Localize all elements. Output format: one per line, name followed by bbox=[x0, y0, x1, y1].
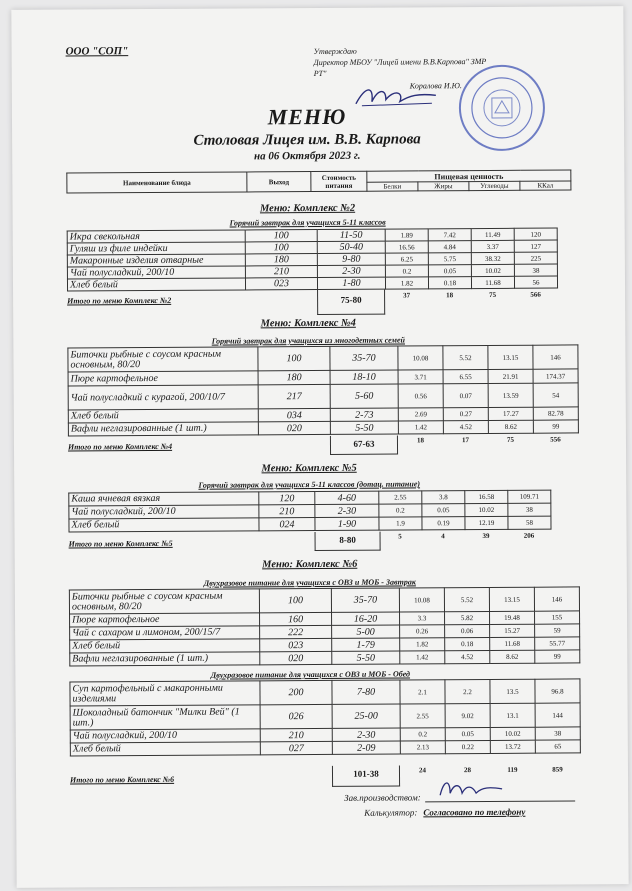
dish-protein: 10.08 bbox=[399, 588, 444, 612]
dish-name: Хлеб белый bbox=[67, 278, 245, 291]
dish-cost: 35-70 bbox=[331, 588, 399, 612]
header-output: Выход bbox=[247, 172, 311, 192]
dish-cost: 1-80 bbox=[317, 277, 385, 289]
dish-name: Суп картофельный с макаронными изделиями bbox=[70, 681, 260, 706]
dish-cost: 5-60 bbox=[330, 384, 398, 408]
dish-protein: 10.08 bbox=[398, 346, 443, 370]
dish-carbs: 13.15 bbox=[489, 587, 534, 611]
dish-fat: 2.2 bbox=[445, 679, 490, 703]
dish-protein: 3.71 bbox=[398, 370, 443, 384]
dish-protein: 1.82 bbox=[385, 277, 428, 289]
dish-carbs: 13.15 bbox=[488, 345, 533, 369]
production-head-label: Зав.производством: bbox=[344, 792, 421, 803]
menu-row bbox=[68, 420, 578, 436]
dish-cost: 18-10 bbox=[330, 370, 398, 384]
dish-cost: 16-20 bbox=[332, 612, 400, 625]
dish-output: 034 bbox=[258, 408, 330, 421]
menu-row bbox=[69, 587, 579, 614]
dish-carbs: 15.27 bbox=[490, 624, 535, 637]
complex-5-total-carbs: 39 bbox=[482, 531, 490, 541]
dish-output: 100 bbox=[245, 242, 317, 254]
column-header bbox=[66, 169, 571, 193]
approval-line-2: Директор МБОУ "Лицей имени В.В.Карпова" ЗМР bbox=[313, 56, 487, 68]
dish-protein: 2.13 bbox=[400, 741, 445, 754]
page-subtitle: Столовая Лицея им. В.В. Карпова bbox=[193, 131, 421, 149]
dish-output: 020 bbox=[258, 421, 330, 434]
dish-kcal: 65 bbox=[535, 740, 580, 753]
dish-kcal: 38 bbox=[514, 264, 557, 276]
complex-6-breakfast-table bbox=[69, 586, 580, 666]
dish-fat: 0.05 bbox=[445, 727, 490, 740]
production-head-signature bbox=[436, 777, 506, 803]
dish-cost: 2-09 bbox=[332, 741, 400, 754]
dish-fat: 6.55 bbox=[443, 369, 488, 383]
dish-fat: 4.52 bbox=[443, 420, 488, 433]
complex-5-total-label: Итого по меню Комплекс №5 bbox=[68, 538, 173, 549]
header-carbs: Углеводы bbox=[469, 181, 520, 190]
complex-4-total-protein: 18 bbox=[416, 436, 424, 445]
complex-5-total-cost: 8-80 bbox=[315, 532, 381, 551]
dish-kcal: 96.8 bbox=[535, 679, 580, 703]
dish-name: Хлеб белый bbox=[70, 742, 260, 756]
dish-cost: 11-50 bbox=[317, 229, 385, 241]
header-nutrition: Пищевая ценность bbox=[367, 170, 571, 182]
menu-sheet bbox=[11, 6, 628, 888]
complex-2-total-carbs: 75 bbox=[489, 290, 497, 299]
complex-4-section: Горячий завтрак для учащихся из многодетных семей bbox=[211, 335, 406, 346]
dish-kcal: 127 bbox=[514, 240, 557, 252]
dish-name: Чай полусладкий с курагой, 200/10/7 bbox=[68, 385, 258, 410]
dish-output: 024 bbox=[259, 518, 315, 531]
dish-kcal: 225 bbox=[514, 252, 557, 264]
dish-carbs: 10.02 bbox=[471, 264, 514, 276]
dish-protein: 1.89 bbox=[385, 229, 428, 241]
approval-line-3: РТ" bbox=[313, 68, 327, 79]
dish-carbs: 11.49 bbox=[471, 228, 514, 240]
dish-carbs: 8.62 bbox=[490, 650, 535, 663]
dish-output: 160 bbox=[260, 612, 332, 625]
dish-name: Биточки рыбные с соусом красным основным, 80/20 bbox=[68, 347, 258, 372]
dish-carbs: 17.27 bbox=[488, 407, 533, 420]
dish-carbs: 13.72 bbox=[490, 740, 535, 753]
dish-fat: 5.82 bbox=[445, 611, 490, 624]
dish-protein: 1.42 bbox=[400, 651, 445, 664]
menu-row bbox=[67, 276, 557, 291]
dish-kcal: 144 bbox=[535, 703, 580, 727]
header-name: Наименование блюда bbox=[67, 172, 247, 193]
dish-fat: 3.8 bbox=[422, 491, 465, 504]
dish-name: Чай полусладкий, 200/10 bbox=[67, 266, 245, 279]
complex-5-total-kcal: 206 bbox=[523, 531, 535, 540]
complex-4-total-carbs: 75 bbox=[506, 435, 514, 444]
dish-protein: 16.56 bbox=[385, 241, 428, 253]
dish-protein: 0.26 bbox=[400, 625, 445, 638]
dish-output: 210 bbox=[245, 266, 317, 278]
complex-5-title: Меню: Комплекс №5 bbox=[261, 462, 357, 475]
dish-kcal: 38 bbox=[535, 727, 580, 740]
dish-kcal: 59 bbox=[535, 624, 580, 637]
header-cost: Стоимость питания bbox=[311, 171, 367, 191]
dish-carbs: 19.48 bbox=[490, 611, 535, 624]
complex-5-section: Горячий завтрак для учащихся 5-11 классов (дотац. питание) bbox=[198, 479, 421, 490]
complex-5-total-fat: 4 bbox=[441, 532, 445, 541]
dish-kcal: 174.37 bbox=[533, 369, 578, 383]
complex-2-table bbox=[67, 228, 558, 292]
dish-protein: 2.55 bbox=[400, 704, 445, 728]
complex-4-total-cost: 67-63 bbox=[330, 436, 398, 455]
dish-fat: 5.52 bbox=[443, 345, 488, 369]
dish-protein: 2.1 bbox=[400, 680, 445, 704]
menu-date: на 06 Октября 2023 г. bbox=[253, 149, 361, 163]
complex-5-total-protein: 5 bbox=[398, 532, 402, 541]
complex-6-total-label: Итого по меню Комплекс №6 bbox=[70, 774, 175, 785]
dish-cost: 2-73 bbox=[330, 408, 398, 421]
complex-2-total-protein: 37 bbox=[403, 291, 411, 300]
dish-output: 027 bbox=[260, 741, 332, 754]
dish-fat: 0.18 bbox=[428, 277, 471, 289]
dish-protein: 6.25 bbox=[385, 253, 428, 265]
dish-kcal: 99 bbox=[535, 650, 580, 663]
dish-output: 023 bbox=[260, 638, 332, 651]
dish-fat: 5.75 bbox=[428, 253, 471, 265]
dish-name: Пюре картофельное bbox=[70, 613, 260, 627]
complex-6-total-fat: 28 bbox=[463, 766, 472, 775]
dish-fat: 9.02 bbox=[445, 703, 490, 727]
dish-kcal: 146 bbox=[533, 345, 578, 369]
dish-output: 210 bbox=[260, 728, 332, 741]
complex-6-total-carbs: 119 bbox=[507, 765, 518, 774]
dish-name: Икра свекольная bbox=[67, 230, 245, 243]
dish-kcal: 58 bbox=[508, 516, 551, 529]
dish-carbs: 38.32 bbox=[471, 252, 514, 264]
dish-output: 100 bbox=[258, 346, 330, 370]
dish-kcal: 155 bbox=[535, 611, 580, 624]
complex-4-total-fat: 17 bbox=[461, 436, 469, 445]
dish-kcal: 55.77 bbox=[535, 637, 580, 650]
dish-fat: 0.07 bbox=[443, 383, 488, 407]
dish-output: 210 bbox=[259, 505, 315, 518]
approval-line-1: Утверждаю bbox=[313, 46, 357, 57]
dish-output: 100 bbox=[245, 230, 317, 242]
dish-kcal: 109.71 bbox=[508, 490, 551, 503]
dish-output: 180 bbox=[245, 254, 317, 266]
menu-row bbox=[68, 383, 578, 410]
dish-name: Хлеб белый bbox=[68, 409, 258, 423]
dish-fat: 4.84 bbox=[428, 241, 471, 253]
complex-4-title: Меню: Комплекс №4 bbox=[260, 317, 356, 330]
header-kcal: ККал bbox=[520, 181, 571, 190]
dish-protein: 3.3 bbox=[400, 612, 445, 625]
dish-output: 180 bbox=[258, 370, 330, 384]
dish-carbs: 21.91 bbox=[488, 369, 533, 383]
dish-cost: 1-90 bbox=[315, 517, 379, 530]
dish-protein: 0.56 bbox=[398, 384, 443, 408]
dish-carbs: 13.1 bbox=[490, 703, 535, 727]
dish-fat: 0.05 bbox=[422, 504, 465, 517]
dish-name: Гуляш из филе индейки bbox=[67, 242, 245, 255]
dish-output: 026 bbox=[260, 704, 332, 728]
dish-cost: 1-79 bbox=[332, 638, 400, 651]
dish-fat: 0.05 bbox=[428, 265, 471, 277]
dish-output: 222 bbox=[260, 625, 332, 638]
agreement-note: Согласовано по телефону bbox=[423, 806, 526, 818]
dish-cost: 5-00 bbox=[332, 625, 400, 638]
approval-line-4: Коралова И.Ю. bbox=[409, 81, 462, 91]
dish-protein: 2.69 bbox=[398, 408, 443, 421]
dish-fat: 0.22 bbox=[445, 740, 490, 753]
dish-protein: 1.82 bbox=[400, 638, 445, 651]
dish-name: Шоколадный батончик "Милки Вей" (1 шт.) bbox=[70, 705, 260, 730]
dish-protein: 0.2 bbox=[400, 728, 445, 741]
dish-protein: 0.2 bbox=[379, 504, 422, 517]
complex-6-total-cost: 101-38 bbox=[332, 766, 400, 787]
dish-protein: 1.9 bbox=[379, 517, 422, 530]
dish-fat: 7.42 bbox=[428, 229, 471, 241]
dish-carbs: 11.68 bbox=[471, 276, 514, 288]
menu-row bbox=[70, 740, 580, 756]
dish-fat: 0.19 bbox=[422, 517, 465, 530]
dish-cost: 4-60 bbox=[315, 491, 379, 504]
dish-carbs: 11.68 bbox=[490, 637, 535, 650]
dish-carbs: 10.02 bbox=[490, 727, 535, 740]
dish-protein: 2.55 bbox=[379, 491, 422, 504]
complex-6-lunch-table bbox=[69, 678, 580, 756]
dish-fat: 0.06 bbox=[445, 624, 490, 637]
page-title: МЕНЮ bbox=[267, 103, 347, 130]
dish-name: Чай полусладкий, 200/10 bbox=[69, 505, 259, 519]
dish-fat: 5.52 bbox=[444, 587, 489, 611]
dish-name: Хлеб белый bbox=[69, 518, 259, 532]
dish-carbs: 13.5 bbox=[490, 679, 535, 703]
dish-name: Пюре картофельное bbox=[68, 371, 258, 386]
menu-row bbox=[70, 650, 580, 666]
complex-4-total-label: Итого по меню Комплекс №4 bbox=[67, 441, 173, 452]
dish-cost: 2-30 bbox=[332, 728, 400, 741]
complex-4-table bbox=[67, 344, 579, 436]
complex-2-total-fat: 18 bbox=[446, 291, 454, 300]
dish-name: Каша ячневая вязкая bbox=[69, 492, 259, 506]
dish-output: 200 bbox=[260, 680, 332, 704]
complex-6-title: Меню: Комплекс №6 bbox=[262, 558, 358, 571]
dish-cost: 5-50 bbox=[330, 421, 398, 434]
dish-output: 020 bbox=[260, 651, 332, 664]
dish-protein: 1.42 bbox=[398, 421, 443, 434]
dish-carbs: 16.58 bbox=[465, 490, 508, 503]
dish-carbs: 13.59 bbox=[488, 383, 533, 407]
dish-kcal: 38 bbox=[508, 503, 551, 516]
dish-kcal: 120 bbox=[514, 228, 557, 240]
dish-carbs: 3.37 bbox=[471, 240, 514, 252]
header-protein: Белки bbox=[367, 182, 418, 191]
dish-output: 100 bbox=[259, 588, 331, 612]
dish-name: Макаронные изделия отварные bbox=[67, 254, 245, 267]
dish-cost: 50-40 bbox=[317, 241, 385, 253]
complex-6-breakfast-section: Двухразовое питание для учащихся с ОВЗ и МОБ - Завтрак bbox=[203, 577, 416, 588]
complex-4-total-kcal: 556 bbox=[550, 435, 561, 444]
dish-name: Биточки рыбные с соусом красным основным, 80/20 bbox=[69, 589, 259, 614]
dish-carbs: 10.02 bbox=[465, 503, 508, 516]
dish-name: Хлеб белый bbox=[70, 639, 260, 653]
menu-row bbox=[68, 345, 578, 372]
menu-row bbox=[70, 703, 580, 730]
dish-name: Вафли неглазированные (1 шт.) bbox=[68, 422, 258, 436]
dish-protein: 0.2 bbox=[385, 265, 428, 277]
dish-kcal: 54 bbox=[533, 383, 578, 407]
calculator-label: Калькулятор: bbox=[364, 807, 418, 818]
dish-kcal: 56 bbox=[514, 276, 557, 288]
header-fat: Жиры bbox=[418, 182, 469, 191]
dish-kcal: 99 bbox=[533, 420, 578, 433]
dish-output: 120 bbox=[259, 492, 315, 505]
dish-carbs: 12.19 bbox=[465, 516, 508, 529]
dish-cost: 9-80 bbox=[317, 253, 385, 265]
dish-output: 217 bbox=[258, 384, 330, 408]
dish-kcal: 82.78 bbox=[533, 407, 578, 420]
dish-fat: 0.18 bbox=[445, 637, 490, 650]
dish-cost: 2-30 bbox=[317, 265, 385, 277]
dish-cost: 7-80 bbox=[332, 680, 400, 704]
complex-2-total-kcal: 566 bbox=[530, 290, 541, 299]
dish-fat: 0.27 bbox=[443, 407, 488, 420]
organization-name: ООО "СОП" bbox=[65, 45, 129, 58]
complex-2-total-label: Итого по меню Комплекс №2 bbox=[67, 295, 172, 306]
complex-2-title: Меню: Комплекс №2 bbox=[259, 202, 356, 215]
complex-6-lunch-section: Двухразовое питание для учащихся с ОВЗ и МОБ - Обед bbox=[210, 669, 411, 680]
dish-cost: 5-50 bbox=[332, 651, 400, 664]
dish-cost: 25-00 bbox=[332, 704, 400, 728]
dish-name: Чай с сахаром и лимоном, 200/15/7 bbox=[70, 626, 260, 640]
dish-name: Вафли неглазированные (1 шт.) bbox=[70, 652, 260, 666]
menu-row bbox=[70, 679, 580, 706]
dish-fat: 4.52 bbox=[445, 650, 490, 663]
complex-2-total-cost: 75-80 bbox=[317, 290, 385, 315]
dish-cost: 35-70 bbox=[330, 346, 398, 370]
complex-5-table bbox=[68, 490, 551, 533]
complex-2-section: Горячий завтрак для учащихся 5-11 классов bbox=[229, 217, 386, 228]
dish-kcal: 146 bbox=[534, 587, 579, 611]
dish-name: Чай полусладкий, 200/10 bbox=[70, 729, 260, 743]
dish-cost: 2-30 bbox=[315, 504, 379, 517]
calculator-line bbox=[364, 807, 525, 818]
menu-row bbox=[69, 516, 551, 532]
complex-6-total-protein: 24 bbox=[418, 766, 427, 775]
dish-carbs: 8.62 bbox=[488, 420, 533, 433]
dish-output: 023 bbox=[245, 278, 317, 290]
complex-6-total-kcal: 859 bbox=[552, 765, 563, 774]
